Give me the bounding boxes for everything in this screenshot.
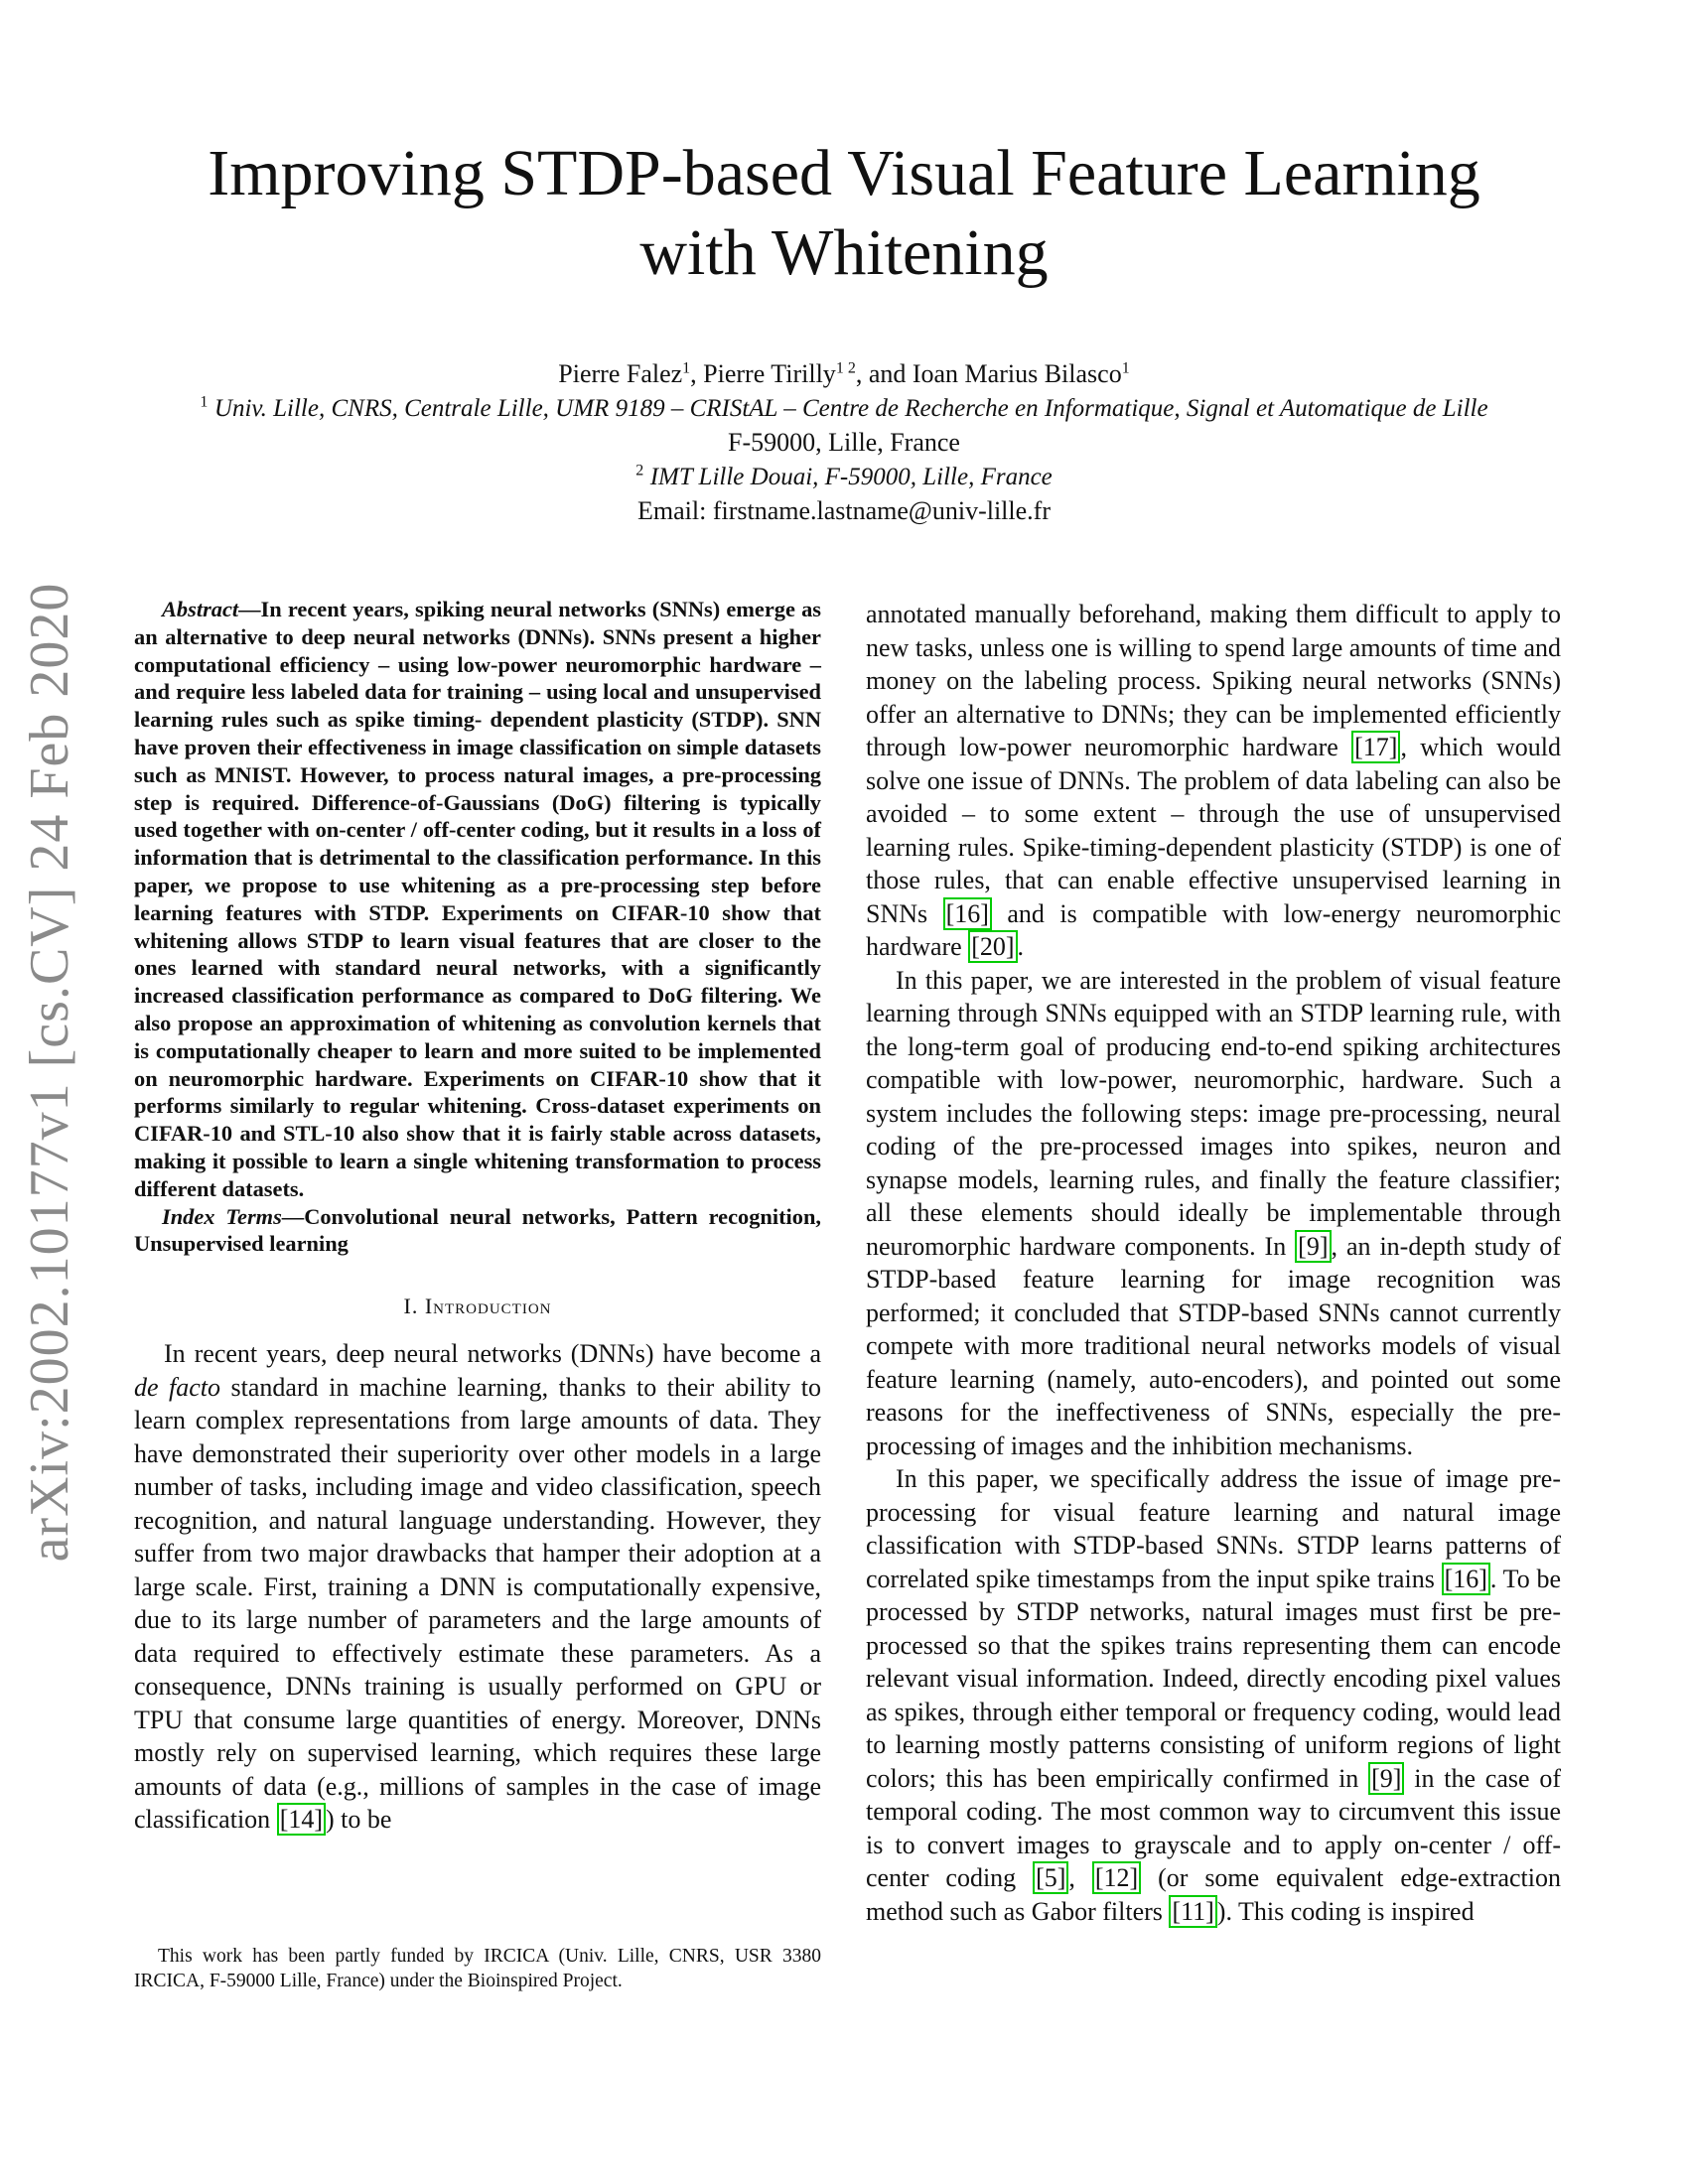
citation-link-14[interactable]: [14] <box>277 1803 326 1836</box>
citation-link-5[interactable]: [5] <box>1033 1861 1068 1894</box>
author-3: Ioan Marius Bilasco <box>912 359 1122 388</box>
author-2: Pierre Tirilly <box>703 359 836 388</box>
author-1: Pierre Falez <box>558 359 683 388</box>
left-column <box>134 596 821 1837</box>
intro-paragraph-2: In this paper, we are interested in the problem of visual feature learning through SNNs equipped with an STDP learning rule, with the long-term goal of producing end-to-end spiking architectures compatible with low-power, neuromorphic, hardware. Such a system includes the following steps: image pre-processing, neural coding of the pre-processed images into spikes, neuron and synapse models, learning rules, and finally the feature classifier; all these elements should ideally be implementable through neuromorphic hardware components. In [9] , an in-depth study of STDP-based feature learning for image recognition was performed; it concluded that STDP-based SNNs cannot currently compete with more traditional neural networks models of visual feature learning (namely, auto-encoders), and pointed out some reasons for the ineffectiveness of SNNs, especially the pre-processing of images and the inhibition mechanisms. <box>866 965 1561 1460</box>
index-terms-label: Index Terms <box>162 1203 282 1229</box>
citation-link-11[interactable]: [11] <box>1169 1895 1216 1928</box>
contact-email: Email: firstname.lastname@univ-lille.fr <box>637 496 1051 525</box>
paper-title <box>149 134 1539 293</box>
intro-paragraph-3: In this paper, we specifically address the issue of image pre-processing for visual feature learning and natural image classification with STDP-based SNNs. STDP learns patterns of correlated spike timestamps from the input spike trains [16] . To be processed by STDP networks, natural images must first be pre-processed so that the spikes trains representing them can encode relevant visual information. Indeed, directly encoding pixel values as spikes, through either temporal or frequency coding, would lead to learning mostly patterns consisting of uniform regions of light colors; this has been empirically confirmed in [9] in the case of temporal coding. The most common way to circumvent this issue is to convert images to grayscale and to apply on-center / off-center coding [5] , [12] (or some equivalent edge-extraction method such as Gabor filters [11] ). This coding is inspired <box>866 1464 1562 1926</box>
author-block <box>99 357 1589 528</box>
index-terms-text: —Convolutional neural networks, Pattern recognition, Unsupervised learning <box>134 1203 821 1257</box>
abstract-text: —In recent years, spiking neural networks (SNNs) emerge as an alternative to deep neural networks (DNNs). SNNs present a higher computational efficiency – using low-power neuromorphic hardware – and require less labeled data for training – using local and unsupervised learning rules such as spike timing- dependent plasticity (STDP). SNN have proven their effectiveness in image classification on simple datasets such as MNIST. However, to process natural images, a pre-processing step is required. Difference-of-Gaussians (DoG) filtering is typically used together with on-center / off-center coding, but it results in a loss of information that is detrimental to the classification performance. In this paper, we propose to use whitening as a pre-processing step before learning features with STDP. Experiments on CIFAR-10 show that whitening allows STDP to learn visual features that are closer to the ones learned with standard neural networks, with a significantly increased classification performance as compared to DoG filtering. We also propose an approximation of whitening as convolution kernels that is computationally cheaper to learn and more suited to be implemented on neuromorphic hardware. Experiments on CIFAR-10 show that it performs similarly to regular whitening. Cross-dataset experiments on CIFAR-10 and STL-10 also show that it is fairly stable across datasets, making it possible to learn a single whitening transformation to process different datasets. <box>134 597 821 1201</box>
right-column <box>866 598 1561 1928</box>
affiliation-1: $^1$ Univ. Lille, CNRS, Centrale Lille, UMR 9189 – CRIStAL – Centre de Recherche en Informatique, Signal et Automatique de Lille <box>200 393 1488 422</box>
index-terms <box>134 1203 821 1259</box>
citation-link-20[interactable]: [20] <box>968 930 1017 963</box>
title-line-1: Improving STDP-based Visual Feature Learning <box>208 137 1480 209</box>
citation-link-12[interactable]: [12] <box>1092 1861 1141 1894</box>
section-heading-introduction: I. Introduction <box>403 1294 552 1319</box>
arxiv-watermark <box>0 576 99 1569</box>
author-list: Pierre Falez$^1$, Pierre Tirilly$^{1 2}$, and Ioan Marius Bilasco$^1$ <box>558 359 1130 388</box>
affiliation-1-city: F-59000, Lille, France <box>728 428 960 457</box>
intro-paragraph-1: In recent years, deep neural networks (DNNs) have become a de facto standard in machine learning, thanks to their ability to learn complex representations from large amounts of data. They have demonstrated their superiority over other models in a large number of tasks, including image and video classification, speech recognition, and natural language understanding. However, they suffer from two major drawbacks that hamper their adoption at a large scale. First, training a DNN is computationally expensive, due to its large number of parameters and the large amounts of data required to effectively estimate these parameters. As a consequence, DNNs training is usually performed on GPU or TPU that consume large quantities of energy. Moreover, DNNs mostly rely on supervised learning, which requires these large amounts of data (e.g., millions of samples in the case of image classification [14] ) to be <box>134 1339 821 1835</box>
intro-paragraph-1-continued: annotated manually beforehand, making them difficult to apply to new tasks, unless one is willing to spend large amounts of time and money on the labeling process. Spiking neural networks (SNNs) offer an alternative to DNNs; they can be implemented efficiently through low-power neuromorphic hardware [17] , which would solve one issue of DNNs. The problem of data labeling can also be avoided – to some extent – through the use of unsupervised learning rules. Spike-timing-dependent plasticity (STDP) is one of those rules, that can enable effective unsupervised learning in SNNs [16] and is compatible with low-energy neuromorphic hardware [20] . <box>866 600 1562 961</box>
funding-footnote: This work has been partly funded by IRCICA (Univ. Lille, CNRS, USR 3380 IRCICA, F-59000 Lille, France) under the Bioinspired Project. <box>134 1946 821 1991</box>
citation-link-17[interactable]: [17] <box>1351 731 1400 763</box>
arxiv-identifier[interactable]: arXiv:2002.10177v1 [cs.CV] 24 Feb 2020 <box>19 582 80 1563</box>
affiliation-2: $^2$ IMT Lille Douai, F-59000, Lille, France <box>635 462 1053 490</box>
citation-link-9[interactable]: [9] <box>1295 1230 1331 1263</box>
abstract-label: Abstract <box>162 597 239 621</box>
citation-link-16[interactable]: [16] <box>943 897 992 930</box>
citation-link-16[interactable]: [16] <box>1442 1563 1490 1595</box>
citation-link-9[interactable]: [9] <box>1368 1762 1404 1795</box>
abstract <box>134 596 821 1203</box>
title-line-2: with Whitening <box>639 216 1049 289</box>
